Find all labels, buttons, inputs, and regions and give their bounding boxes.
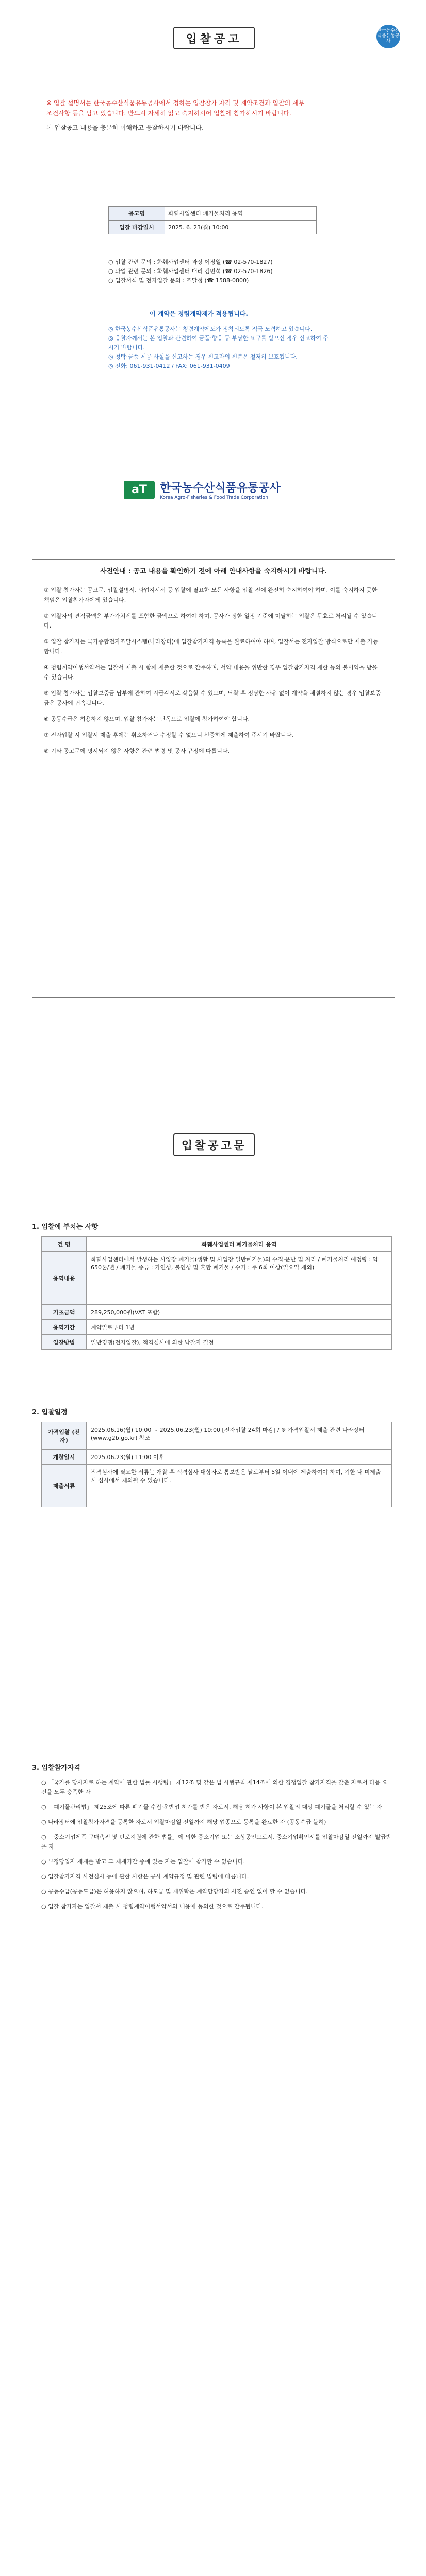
paragraph: ○ 「국가를 당사자로 하는 계약에 관한 법률 시행령」 제12조 및 같은 법 시행규칙 제14조에 의한 경쟁입찰 참가자격을 갖춘 자로서 다음 요건을 모두 충족한 자 — [41, 1779, 388, 1795]
list-item: ① 입찰 참가자는 공고문, 입찰설명서, 과업지시서 등 입찰에 필요한 모든 사항을 입찰 전에 완전히 숙지하여야 하며, 이를 숙지하지 못한 책임은 입찰참가자에게 있습니다. — [44, 587, 378, 603]
paragraph: ○ 나라장터에 입찰참가자격을 등록한 자로서 입찰마감일 전일까지 해당 업종으로 등록을 완료한 자 (공동수급 불허) — [41, 1819, 326, 1825]
caution-list — [44, 585, 383, 762]
paragraph: ○ 입찰 참가자는 입찰서 제출 시 청렴계약이행서약서의 내용에 동의한 것으로 간주됩니다. — [41, 1903, 264, 1910]
section-heading: 2. 입찰일정 — [32, 1409, 68, 1416]
table-row — [42, 1465, 392, 1507]
table-row — [42, 1422, 392, 1450]
at-logo: aT — [124, 481, 155, 499]
summary-table — [108, 206, 317, 234]
table-cell: 화훼사업센터 폐기물처리 용역 — [165, 207, 317, 221]
page-title: 입찰공고 — [173, 27, 255, 49]
brand-block — [124, 479, 281, 500]
list-item: ◎ 응찰자께서는 본 입찰과 관련하여 금품·향응 등 부당한 요구를 받으신 경우 신고하여 주시기 바랍니다. — [108, 335, 329, 351]
notice-line: ※ 입찰 설명서는 한국농수산식품유통공사에서 정하는 입찰참가 자격 및 계약조건과 입찰의 세부 — [46, 99, 305, 107]
contract-note: 이 계약은 청렴계약제가 적용됩니다. — [150, 310, 248, 317]
notice-box — [46, 98, 380, 173]
table-cell: 일반경쟁(전자입찰), 적격심사에 의한 낙찰자 결정 — [87, 1335, 392, 1350]
project-table — [41, 1236, 392, 1350]
paragraph: ○ 「폐기물관리법」 제25조에 따른 폐기물 수집·운반업 허가를 받은 자로서, 해당 허가 사항이 본 입찰의 대상 폐기물을 처리할 수 있는 자 — [41, 1804, 382, 1810]
list-item: ○ 입찰서식 및 전자입찰 문의 : 조달청 (☎ 1588-0800) — [108, 277, 249, 284]
table-row — [109, 221, 317, 234]
paragraph: ○ 입찰참가자격 사전심사 등에 관한 사항은 공사 계약규정 및 관련 법령에 따릅니다. — [41, 1873, 249, 1880]
list-item: ○ 과업 관련 문의 : 화훼사업센터 대리 김민석 (☎ 02-570-1826) — [108, 268, 273, 275]
table-row — [42, 1237, 392, 1252]
table-cell: 공고명 — [109, 207, 165, 221]
table-cell: 가격입찰 (전자) — [42, 1422, 87, 1450]
table-cell: 용역내용 — [42, 1252, 87, 1305]
caution-box — [32, 559, 395, 998]
table-cell: 화훼사업센터에서 발생하는 사업장 폐기물(생활 및 사업장 일반폐기물)의 수집·운반 및 처리 / 폐기물처리 예정량 : 약 650톤/년 / 폐기물 종류 : 가연성, 불연성 및 혼합 폐기물 / 수거 : 주 6회 이상(일요일 제외) — [87, 1252, 392, 1305]
contact-bullets — [108, 258, 325, 285]
table-row — [42, 1450, 392, 1465]
brand-name: 한국농수산식품유통공사 — [160, 482, 281, 495]
list-item: ◎ 전화: 061-931-0412 / FAX: 061-931-0409 — [108, 363, 230, 369]
table-row — [109, 207, 317, 221]
table-row — [42, 1335, 392, 1350]
paragraph: ○ 부정당업자 제재를 받고 그 제재기간 중에 있는 자는 입찰에 참가할 수 없습니다. — [41, 1858, 245, 1865]
list-item: ⑤ 입찰 참가자는 입찰보증금 납부에 관하여 지급각서로 갈음할 수 있으며, 낙찰 후 정당한 사유 없이 계약을 체결하지 않는 경우 입찰보증금은 공사에 귀속됩니다. — [44, 690, 381, 706]
brand-subtitle: Korea Agro-Fisheries & Food Trade Corporation — [160, 495, 268, 500]
list-item: ② 입찰자의 견적금액은 부가가치세를 포함한 금액으로 하여야 하며, 공사가 정한 일정 기준에 미달하는 입찰은 무효로 처리될 수 있습니다. — [44, 613, 378, 629]
table-cell: 개찰일시 — [42, 1450, 87, 1465]
table-cell: 화훼사업센터 폐기물처리 용역 — [87, 1237, 392, 1252]
table-cell: 계약일로부터 1년 — [87, 1320, 392, 1335]
table-cell: 적격심사에 필요한 서류는 개찰 후 적격심사 대상자로 통보받은 날로부터 5일 이내에 제출하여야 하며, 기한 내 미제출 시 심사에서 제외될 수 있습니다. — [87, 1465, 392, 1507]
table-cell: 2025.06.23(월) 11:00 이후 — [87, 1450, 392, 1465]
integrity-bullets — [108, 325, 330, 371]
section-heading: 1. 입찰에 부치는 사항 — [32, 1223, 99, 1231]
section-title: 입찰공고문 — [173, 1133, 255, 1156]
table-cell: 기초금액 — [42, 1305, 87, 1320]
notice-line: 본 입찰공고 내용을 충분히 이해하고 응찰하시기 바랍니다. — [46, 124, 204, 131]
table-cell: 용역기간 — [42, 1320, 87, 1335]
list-item: ◎ 한국농수산식품유통공사는 청렴계약제도가 정착되도록 적극 노력하고 있습니다. — [108, 326, 313, 332]
list-item: ④ 청렴계약이행서약서는 입찰서 제출 시 함께 제출한 것으로 간주하며, 서약 내용을 위반한 경우 입찰참가자격 제한 등의 불이익을 받을 수 있습니다. — [44, 664, 378, 681]
list-item: ⑧ 기타 공고문에 명시되지 않은 사항은 관련 법령 및 공사 규정에 따릅니다. — [44, 748, 230, 754]
table-row — [42, 1252, 392, 1305]
table-row — [42, 1320, 392, 1335]
table-cell: 289,250,000원(VAT 포함) — [87, 1305, 392, 1320]
caution-title: 사전안내 : 공고 내용을 확인하기 전에 아래 안내사항을 숙지하시기 바랍니다. — [100, 568, 327, 575]
table-cell: 건 명 — [42, 1237, 87, 1252]
corporate-logo: 한국농수산식품유통공사 — [376, 25, 400, 48]
list-item: ◎ 청탁·금품 제공 사실을 신고하는 경우 신고자의 신분은 철저히 보호됩니다. — [108, 353, 298, 360]
list-item: ③ 입찰 참가자는 국가종합전자조달시스템(나라장터)에 입찰참가자격 등록을 완료하여야 하며, 입찰서는 전자입찰 방식으로만 제출 가능합니다. — [44, 638, 379, 655]
table-cell: 2025.06.16(월) 10:00 ~ 2025.06.23(월) 10:00 [전자입찰 24회 마감] / ※ 가격입찰서 제출 관련 나라장터(www.g2b.go.kr) 참조 — [87, 1422, 392, 1450]
section-heading: 3. 입찰참가자격 — [32, 1764, 80, 1772]
table-row — [42, 1305, 392, 1320]
schedule-table — [41, 1422, 392, 1507]
list-item: ⑥ 공동수급은 허용하지 않으며, 입찰 참가자는 단독으로 입찰에 참가하여야 합니다. — [44, 716, 250, 722]
table-cell: 입찰 마감일시 — [109, 221, 165, 234]
table-cell: 입찰방법 — [42, 1335, 87, 1350]
list-item: ○ 입찰 관련 문의 : 화훼사업센터 과장 이정열 (☎ 02-570-1827) — [108, 259, 273, 265]
paragraph: ○ 「중소기업제품 구매촉진 및 판로지원에 관한 법률」에 의한 중소기업 또는 소상공인으로서, 중소기업확인서를 입찰마감일 전일까지 발급받은 자 — [41, 1834, 392, 1850]
table-cell: 2025. 6. 23(월) 10:00 — [165, 221, 317, 234]
notice-line: 조건사항 등을 담고 있습니다. 반드시 자세히 읽고 숙지하시어 입찰에 참가하시기 바랍니다. — [46, 110, 291, 117]
eligibility-text — [41, 1777, 392, 1917]
list-item: ⑦ 전자입찰 시 입찰서 제출 후에는 취소하거나 수정할 수 없으니 신중하게 제출하여 주시기 바랍니다. — [44, 732, 293, 738]
table-cell: 제출서류 — [42, 1465, 87, 1507]
paragraph: ○ 공동수급(공동도급)은 허용하지 않으며, 하도급 및 재위탁은 계약담당자의 사전 승인 없이 할 수 없습니다. — [41, 1888, 308, 1895]
